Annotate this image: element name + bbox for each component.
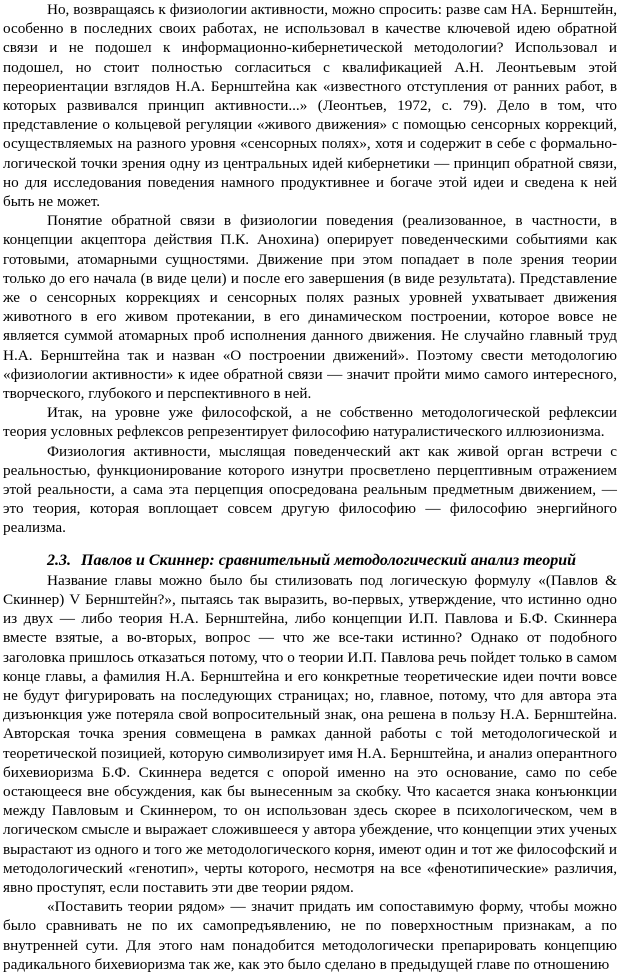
section-title: Павлов и Скиннер: сравнительный методологический анализ теорий	[81, 551, 576, 569]
paragraph-bernstein-feedback: Но, возвращаясь к физиологии активности, можно спросить: разве сам НА. Бернштейн, особенно в последних своих работах, не использовал в качестве ключевой идею обратной связи и не подошел к информационно-кибернетической методологии? Использовал и подошел, но стоит полностью согласиться с квалификацией А.Н. Леонтьевым этой переориентации взглядов Н.А. Бернштейна как «известного отступления от ранних работ, в которых развивался принцип активности...» (Леонтьев, 1972, с. 79). Дело в том, что представление о кольцевой регуляции «живого движения» с помощью сенсорных коррекций, осуществляемых на разного уровня «сенсорных полях», хотя и содержит в себе с формально-логической точки зрения одну из центральных идей кибернетики — принцип обратной связи, но для исследования поведения намного продуктивнее и богаче этой идеи и сведена к ней быть не может.	[3, 1, 617, 211]
document-page	[3, 0, 617, 974]
paragraph-physiology-of-activity: Физиология активности, мыслящая поведенческий акт как живой орган встречи с реальностью, функционирование которого изнутри просветлено перцептивным отражением этой реальности, а сама эта перцепция опосредована реальным предметным движением, — это теория, которая воплощает совсем другую философию — философию энергийного реализма.	[3, 442, 617, 537]
section-heading	[3, 550, 617, 571]
paragraph-chapter-title-formula: Название главы можно было бы стилизовать под логическую формулу «(Павлов & Скиннер) V Бернштейн?», пытаясь так выразить, во-первых, утверждение, что истинно одно из двух — либо теория Н.А. Бернштейна, либо концепции И.П. Павлова и Б.Ф. Скиннера вместе взятые, а во-вторых, вопрос — что же все-таки истинно? Однако от подобного заголовка пришлось отказаться потому, что о теории И.П. Павлова речь пойдет только в самом конце главы, а фамилия Н.А. Бернштейна и его конкретные теоретические идеи почти вовсе не будут фигурировать на последующих страницах; но, главное, потому, что для автора эта дизъюнкция уже потеряла свой вопросительный знак, она решена в пользу Н.А. Бернштейна. Авторская точка зрения совмещена в рамках данной работы с той методологической и теоретической позицией, которую символизирует имя Н.А. Бернштейна, и анализ оперантного бихевиоризма Б.Ф. Скиннера ведется с опорой именно на это основание, само по себе остающееся вне обсуждения, как бы вынесенным за скобку. Что касается знака конъюнкции между Павловым и Скиннером, то он использован здесь скорее в психологическом, чем в логическом смысле и выражает сложившееся у автора убеждение, что концепции этих ученых вырастают из одного и того же методологического корня, имеют один и тот же философский и методологический «генотип», черты которого, несмотря на все «фенотипические» различия, явно проступят, если поставить эти две теории рядом.	[3, 571, 617, 896]
paragraph-feedback-concept: Понятие обратной связи в физиологии поведения (реализованное, в частности, в концепции акцептора действия П.К. Анохина) оперирует поведенческими событиями как готовыми, атомарными сущностями. Движение при этом попадает в поле зрения теории только до его начала (в виде цели) и после его завершения (в виде результата). Представление же о сенсорных коррекциях и сенсорных полях разных уровней ухватывает движения животного в его живом протекании, в его динамическом построении, которое вовсе не является суммой атомарных проб исполнения данного движения. Не случайно главный труд Н.А. Бернштейна так и назван «О построении движений». Поэтому свести методологию «физиологии активности» к идее обратной связи — значит пройти мимо самого интересного, творческого, глубокого и перспективного в ней.	[3, 212, 617, 403]
section-number: 2.3.	[47, 551, 71, 569]
paragraph-compare-theories: «Поставить теории рядом» — значит придать им сопоставимую форму, чтобы можно было сравнивать не по их самопредъявлению, не по поверхностным признакам, а по внутренней сути. Для этого нам понадобится методологически препарировать концепцию радикального бихевиоризма так же, как это было сделано в предыдущей главе по отношению	[3, 898, 617, 973]
paragraph-philosophical-reflection: Итак, на уровне уже философской, а не собственно методологической рефлексии теория условных рефлексов репрезентирует философию натуралистического иллюзионизма.	[3, 404, 617, 441]
